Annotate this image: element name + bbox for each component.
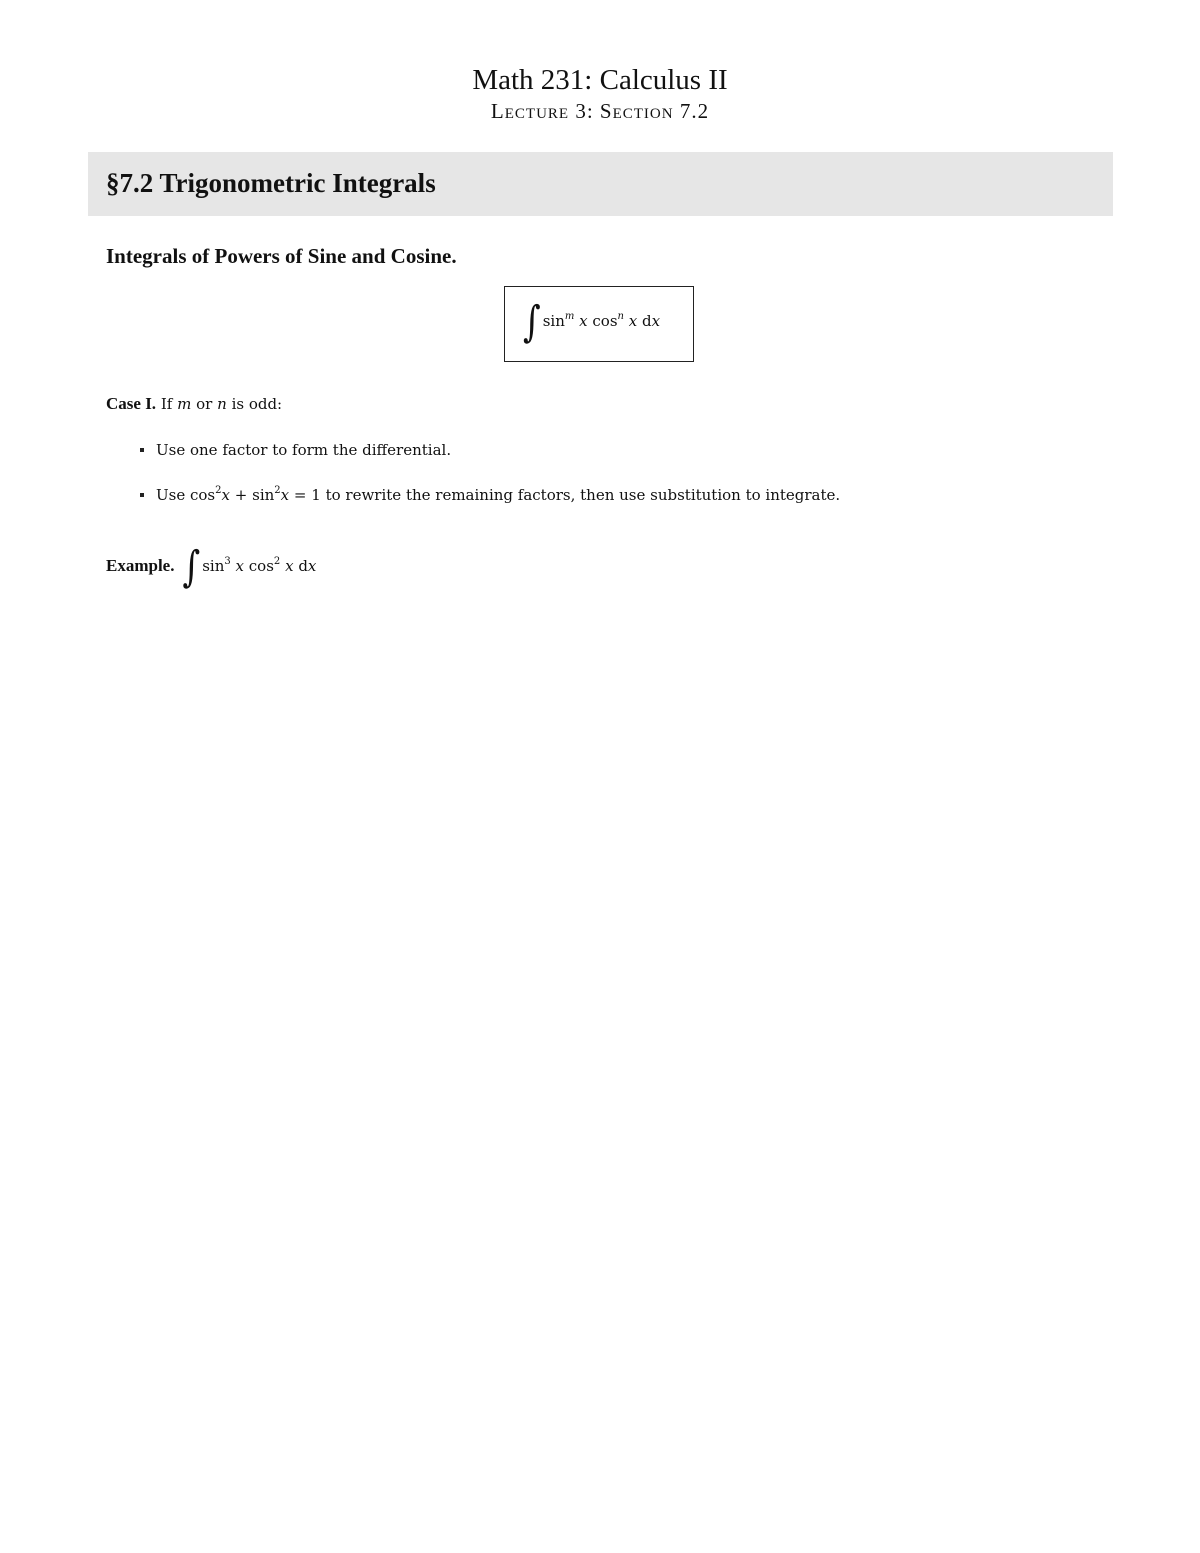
bullet-text-prefix: Use xyxy=(156,486,186,504)
identity-one: 1 xyxy=(311,486,321,504)
integral-sign: ∫ xyxy=(523,297,541,347)
bullet-icon xyxy=(140,493,144,497)
variable-x: x xyxy=(307,557,317,575)
boxed-formula xyxy=(504,286,694,362)
bullet-text: Use one factor to form the differential. xyxy=(156,441,452,459)
case-text-if: If xyxy=(160,395,173,413)
section-header-bar xyxy=(88,152,1113,216)
identity-exp: 2 xyxy=(215,485,222,496)
cos-function: cos xyxy=(248,557,274,575)
document-header xyxy=(0,62,1200,124)
variable-x: x xyxy=(628,312,638,330)
sin-function: sin xyxy=(542,312,565,330)
course-title: Math 231: Calculus II xyxy=(472,64,728,96)
example-expression xyxy=(182,542,317,592)
integral-sign: ∫ xyxy=(182,542,201,592)
identity-equals: = xyxy=(293,486,307,504)
example-exp: 3 xyxy=(224,556,231,567)
identity-plus: + xyxy=(234,486,248,504)
case-1-line xyxy=(106,394,282,414)
formula-expression xyxy=(523,297,661,347)
identity-x: x xyxy=(221,486,230,504)
identity-exp: 2 xyxy=(274,485,281,496)
bullet-text-suffix: to rewrite the remaining factors, then use substitution to integrate. xyxy=(325,486,841,504)
variable-x: x xyxy=(579,312,588,330)
example-line xyxy=(106,542,317,592)
section-title: §7.2 Trigonometric Integrals xyxy=(106,168,436,198)
case-text-or: or xyxy=(196,395,213,413)
sin-function: sin xyxy=(202,557,225,575)
identity-sin: sin xyxy=(252,486,275,504)
identity-x: x xyxy=(280,486,290,504)
lecture-subtitle: Lecture 3: Section 7.2 xyxy=(490,99,710,123)
variable-x: x xyxy=(651,312,661,330)
case-label: Case I. xyxy=(106,394,157,413)
list-item xyxy=(140,483,840,528)
exponent-m: m xyxy=(564,311,575,322)
bullet-icon xyxy=(140,448,144,452)
case-1-bullet-list xyxy=(140,438,840,528)
case-text-odd: is odd: xyxy=(231,395,283,413)
variable-x: x xyxy=(285,557,294,575)
variable-x: x xyxy=(235,557,244,575)
case-var-m: m xyxy=(177,395,192,413)
differential-d: d xyxy=(642,312,652,330)
identity-cos: cos xyxy=(190,486,216,504)
subsection-title: Integrals of Powers of Sine and Cosine. xyxy=(106,244,457,268)
list-item xyxy=(140,438,840,483)
example-label: Example. xyxy=(106,556,175,575)
exponent-n: n xyxy=(617,311,624,322)
differential-d: d xyxy=(298,557,308,575)
cos-function: cos xyxy=(592,312,618,330)
case-var-n: n xyxy=(217,395,227,413)
example-exp: 2 xyxy=(273,556,281,567)
